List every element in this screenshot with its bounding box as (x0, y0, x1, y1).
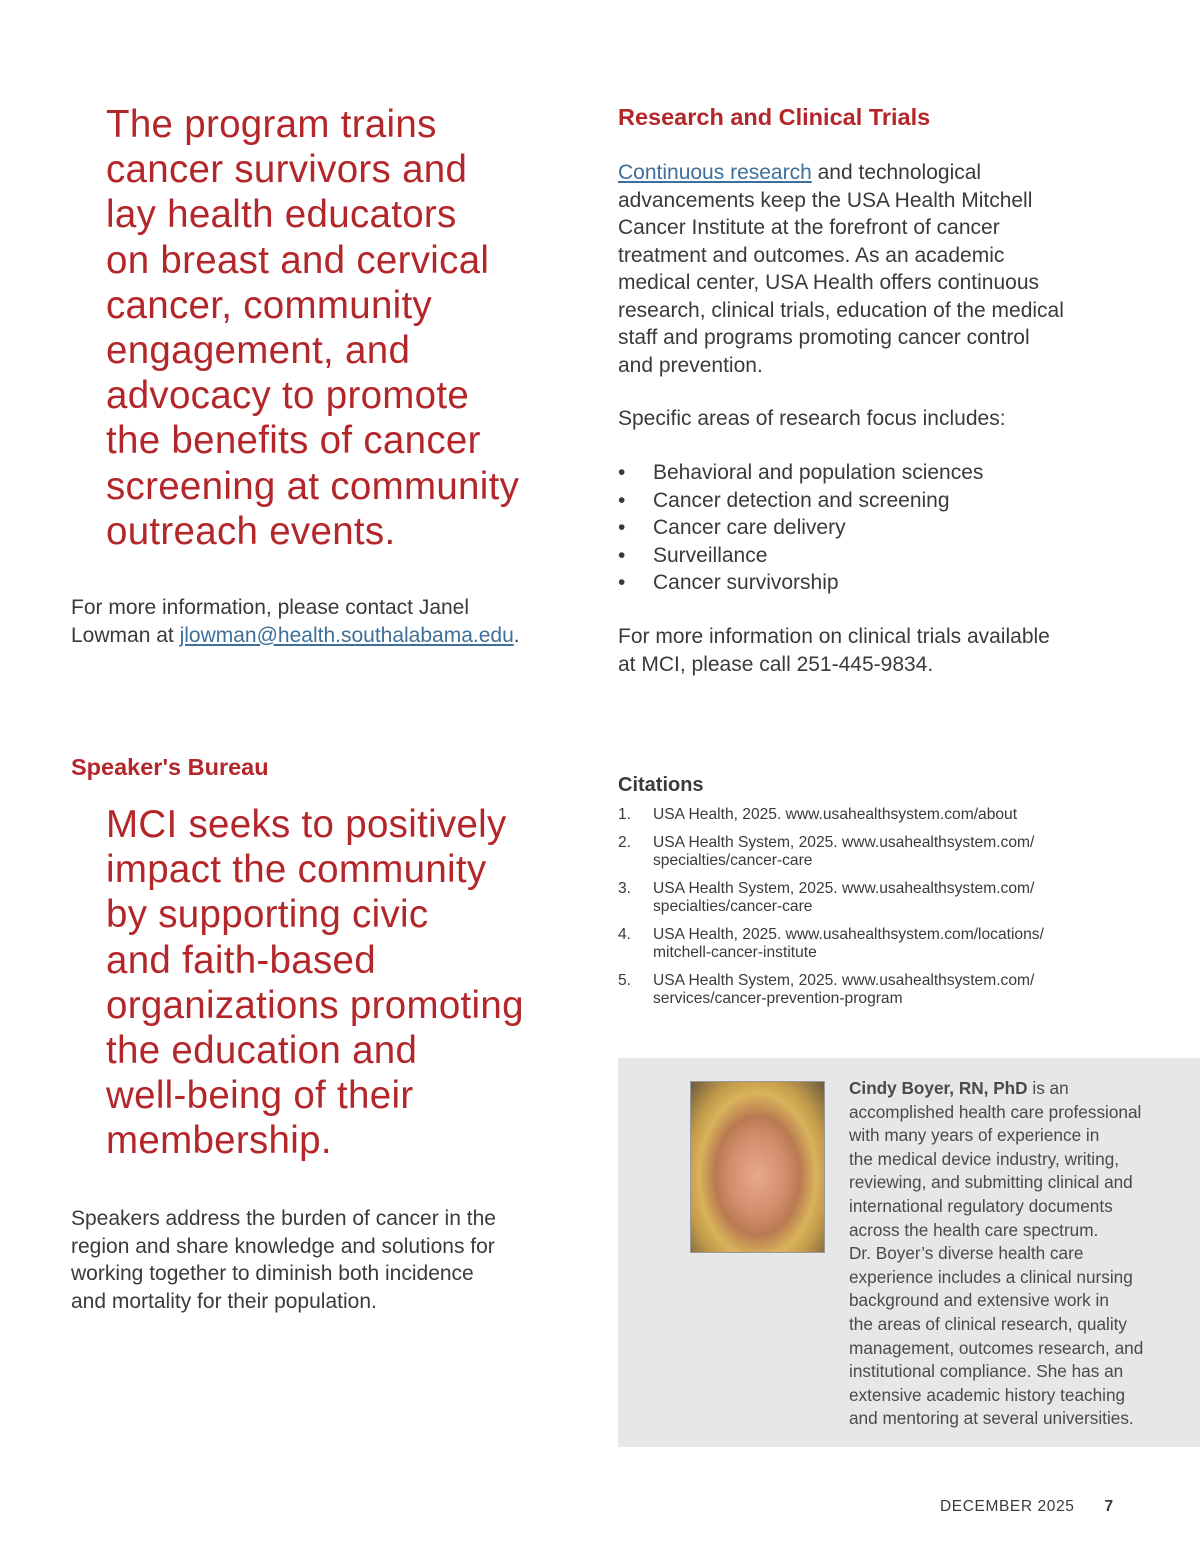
research-paragraph (618, 159, 1064, 379)
page-number: 7 (1104, 1498, 1114, 1515)
focus-list-item (618, 459, 983, 487)
text-line: and mentoring at several universities. (849, 1408, 1134, 1429)
text-line: by supporting civic (106, 893, 429, 937)
page-footer (940, 1498, 1114, 1516)
citation-text-line: USA Health System, 2025. www.usahealthsystem.com/ (653, 833, 1035, 851)
text-line: and prevention. (618, 353, 763, 377)
focus-item-label: Cancer care delivery (653, 516, 846, 539)
text-line: The program trains (106, 103, 437, 146)
issue-date: DECEMBER 2025 (940, 1498, 1075, 1515)
author-bio-lines (849, 1101, 1143, 1431)
text-line: organizations promoting (106, 983, 524, 1027)
text-line: region and share knowledge and solutions for (71, 1234, 495, 1258)
focus-list-item (618, 569, 983, 597)
bullet-icon: • (618, 543, 626, 567)
bullet-icon: • (618, 571, 626, 594)
citation-item (618, 926, 1044, 963)
text-line: MCI seeks to positively (106, 803, 507, 846)
citation-text-line: USA Health, 2025. www.usahealthsystem.com/about (653, 806, 1018, 823)
bullet-icon: • (618, 461, 626, 484)
contact-email-link[interactable]: jlowman@health.southalabama.edu (179, 623, 514, 647)
focus-intro: Specific areas of research focus includes: (618, 407, 1006, 430)
text-line: and mortality for their population. (71, 1289, 377, 1313)
focus-item-label: Behavioral and population sciences (653, 461, 984, 484)
text-line: Cancer Institute at the forefront of cancer (618, 216, 1000, 239)
contact-line-2-prefix: Lowman at (71, 623, 180, 647)
text-line: For more information on clinical trials available (618, 625, 1050, 648)
text-line: cancer survivors and (106, 148, 468, 192)
text-line: screening at community (106, 464, 520, 508)
bullet-icon: • (618, 516, 626, 539)
citations-title: Citations (618, 774, 704, 796)
author-bio-first-rest: is an (1027, 1078, 1069, 1098)
text-line: institutional compliance. She has an (849, 1361, 1124, 1382)
text-line: engagement, and (106, 329, 411, 373)
text-line: outreach events. (106, 509, 396, 553)
citation-number: 2. (618, 833, 632, 851)
text-line: with many years of experience in (849, 1125, 1100, 1146)
focus-list (618, 459, 983, 597)
focus-list-item (618, 514, 983, 542)
text-line: Dr. Boyer’s diverse health care (849, 1243, 1084, 1264)
text-line: management, outcomes research, and (849, 1337, 1144, 1358)
speakers-bureau-heading: Speaker's Bureau (71, 754, 269, 780)
contact-line-1: For more information, please contact Janel (71, 596, 470, 619)
citation-text-line: USA Health System, 2025. www.usahealthsystem.com/ (653, 971, 1035, 989)
contact-line-2-suffix: . (513, 623, 520, 647)
bullet-icon: • (618, 488, 626, 512)
pullquote-training (106, 102, 519, 554)
research-lines (618, 187, 1064, 380)
author-photo (690, 1081, 825, 1253)
citation-text-line: services/cancer-prevention-program (653, 990, 903, 1007)
citation-item (618, 806, 1044, 825)
focus-list-item (618, 542, 983, 570)
citation-text-line: specialties/cancer-care (653, 852, 813, 869)
author-bio (849, 1077, 1143, 1431)
research-heading: Research and Clinical Trials (618, 104, 931, 130)
pullquote-speakers (106, 802, 524, 1164)
focus-item-label: Cancer survivorship (653, 571, 839, 594)
citation-text-line: mitchell-cancer-institute (653, 944, 817, 961)
text-line: the benefits of cancer (106, 419, 481, 463)
citation-item (618, 880, 1044, 917)
text-line: at MCI, please call 251-445-9834. (618, 652, 934, 676)
text-line: membership. (106, 1119, 332, 1163)
citation-item (618, 972, 1044, 1009)
focus-item-label: Cancer detection and screening (653, 488, 950, 512)
text-line: international regulatory documents (849, 1195, 1113, 1216)
text-line: experience includes a clinical nursing (849, 1266, 1133, 1287)
citation-text-line: USA Health, 2025. www.usahealthsystem.com/locations/ (653, 925, 1044, 943)
text-line: lay health educators (106, 193, 457, 237)
text-line: background and extensive work in (849, 1290, 1109, 1311)
text-line: medical center, USA Health offers continuous (618, 271, 1040, 294)
citation-number: 5. (618, 971, 632, 989)
text-line: and faith-based (106, 938, 376, 982)
text-line: research, clinical trials, education of the medical (618, 298, 1064, 322)
text-line: reviewing, and submitting clinical and (849, 1172, 1133, 1193)
text-line: the medical device industry, writing, (849, 1148, 1120, 1169)
text-line: working together to diminish both incidence (71, 1262, 474, 1285)
research-first-line-rest: and technological (811, 161, 982, 184)
citation-number: 3. (618, 879, 632, 897)
text-line: advancements keep the USA Health Mitchell (618, 188, 1033, 212)
focus-item-label: Surveillance (653, 543, 768, 567)
focus-list-item (618, 487, 983, 515)
text-line: the education and (106, 1029, 418, 1073)
text-line: staff and programs promoting cancer control (618, 326, 1030, 349)
continuous-research-link[interactable]: Continuous research (618, 161, 812, 184)
text-line: cancer, community (106, 283, 433, 327)
text-line: Speakers address the burden of cancer in the (71, 1207, 496, 1230)
citation-number: 4. (618, 925, 632, 943)
text-line: extensive academic history teaching (849, 1384, 1126, 1405)
author-name: Cindy Boyer, RN, PhD (849, 1078, 1028, 1098)
text-line: across the health care spectrum. (849, 1219, 1099, 1240)
text-line: well-being of their (106, 1074, 414, 1118)
citations-list (618, 806, 1044, 1018)
contact-info (71, 594, 520, 649)
speakers-body (71, 1205, 496, 1315)
text-line: on breast and cervical (106, 238, 490, 282)
citation-text-line: specialties/cancer-care (653, 898, 813, 915)
text-line: impact the community (106, 848, 487, 892)
trials-info (618, 623, 1050, 678)
text-line: treatment and outcomes. As an academic (618, 243, 1005, 267)
text-line: advocacy to promote (106, 374, 470, 418)
citation-text-line: USA Health System, 2025. www.usahealthsystem.com/ (653, 879, 1035, 897)
text-line: accomplished health care professional (849, 1101, 1142, 1122)
text-line: the areas of clinical research, quality (849, 1313, 1128, 1334)
citation-item (618, 834, 1044, 871)
citation-number: 1. (618, 806, 632, 823)
